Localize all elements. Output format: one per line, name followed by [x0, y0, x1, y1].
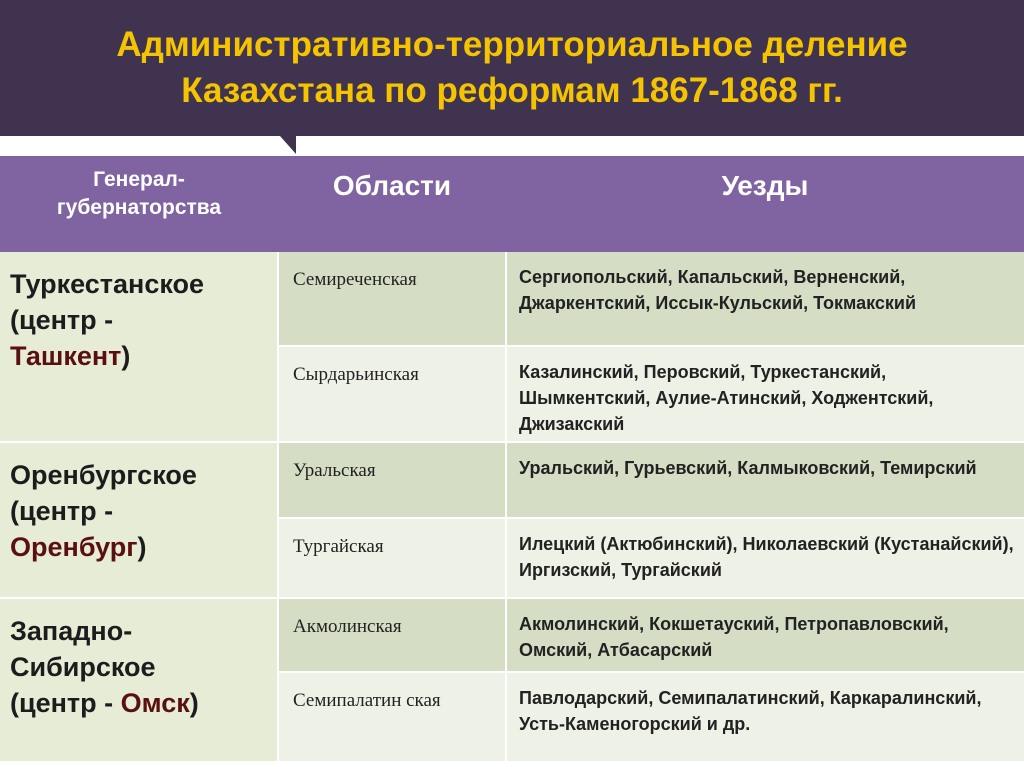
center-city: Ташкент	[10, 341, 122, 371]
center-suffix: )	[137, 532, 147, 562]
uezdy-cell: Сергиопольский, Капальский, Верненский, Джаркентский, Иссык-Кульский, Токмакский	[506, 252, 1024, 346]
governorate-name: Туркестанское	[10, 269, 205, 299]
center-city: Омск	[120, 688, 190, 718]
center-city: Оренбург	[10, 532, 138, 562]
header-governorates	[0, 156, 278, 252]
header-row	[0, 156, 1024, 252]
governorate-cell-orenburg	[0, 442, 278, 598]
header-gg-line1: Генерал-	[93, 168, 185, 191]
division-table	[0, 156, 1024, 763]
header-uezdy: Уезды	[506, 156, 1024, 252]
center-prefix: (центр -	[10, 688, 121, 718]
division-table-wrap	[0, 156, 1024, 767]
table-row	[0, 598, 1024, 672]
uezdy-cell: Акмолинский, Кокшетауский, Петропавловский, Омский, Атбасарский	[506, 598, 1024, 672]
center-prefix: (центр -	[10, 496, 114, 526]
governorate-name: Оренбургское	[10, 460, 197, 490]
oblast-cell: Акмолинская	[278, 598, 506, 672]
center-suffix: )	[121, 341, 131, 371]
center-line	[10, 685, 269, 721]
governorate-center	[10, 493, 269, 529]
oblast-cell: Семиреченская	[278, 252, 506, 346]
title-line-1: Административно-территориальное деление	[116, 25, 908, 64]
center-line	[10, 338, 269, 374]
oblast-cell: Уральская	[278, 442, 506, 518]
center-suffix: )	[189, 688, 199, 718]
table-row	[0, 442, 1024, 518]
header-gg-line2: губернаторства	[56, 196, 222, 219]
title-pointer	[0, 132, 1024, 158]
uezdy-cell: Павлодарский, Семипалатинский, Каркаралинский, Усть-Каменогорский и др.	[506, 672, 1024, 762]
governorate-name: Западно-Сибирское	[10, 616, 156, 682]
uezdy-cell: Казалинский, Перовский, Туркестанский, Шымкентский, Аулие-Атинский, Ходжентский, Джизакский	[506, 346, 1024, 442]
header-oblasti: Области	[278, 156, 506, 252]
uezdy-cell: Уральский, Гурьевский, Калмыковский, Темирский	[506, 442, 1024, 518]
title-line-2: Казахстана по реформам 1867-1868 гг.	[181, 71, 843, 110]
oblast-cell: Сырдарьинская	[278, 346, 506, 442]
table-row	[0, 252, 1024, 346]
oblast-cell: Тургайская	[278, 518, 506, 598]
governorate-center	[10, 302, 269, 338]
governorate-cell-west-siberia	[0, 598, 278, 762]
page-title	[0, 22, 1024, 114]
governorate-cell-turkestan	[0, 252, 278, 442]
center-line	[10, 529, 269, 565]
uezdy-cell: Илецкий (Актюбинский), Николаевский (Кустанайский), Иргизский, Тургайский	[506, 518, 1024, 598]
center-prefix: (центр -	[10, 305, 114, 335]
oblast-cell: Семипалатин ская	[278, 672, 506, 762]
